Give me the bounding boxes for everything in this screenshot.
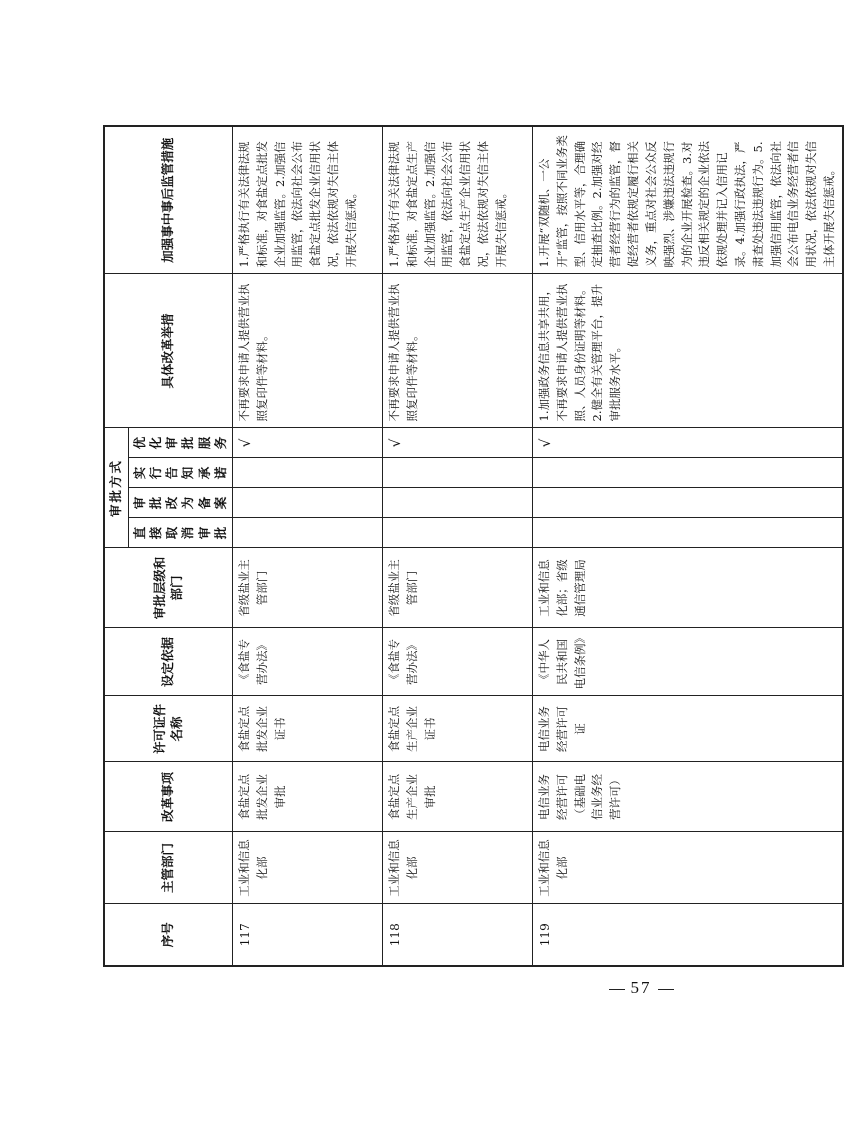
row-approval-optimize: √ <box>233 428 383 458</box>
header-license: 许可证件名称 <box>104 696 233 762</box>
row-measures: 1.严格执行有关法律法规和标准，对食盐定点批发企业加强监管。2.加强信用监管，依法向社会公布食盐定点批发企业信用状况，依法依规对失信主体开展失信惩戒。 <box>233 126 383 274</box>
table-row <box>533 126 843 966</box>
header-dept: 主管部门 <box>104 832 233 904</box>
row-approval-cancel <box>383 518 533 548</box>
header-approval-notify: 实行告知承诺 <box>128 458 233 488</box>
header-approval-group: 审批方式 <box>104 428 128 548</box>
row-reform: 不再要求申请人提供营业执照复印件等材料。 <box>233 274 383 428</box>
row-approval-filing <box>383 488 533 518</box>
header-level: 审批层级和部门 <box>104 548 233 628</box>
row-approval-optimize: √ <box>383 428 533 458</box>
row-approval-notify <box>533 458 843 488</box>
row-level: 工业和信息化部；省级通信管理局 <box>533 548 843 628</box>
table-row <box>383 126 533 966</box>
row-measures: 1.开展“双随机、一公开”监管，按照不同业务类型、信用水平等，合理确定抽查比例。2.加强对经营者经营行为的监管，督促经营者依规定履行相关义务，重点对社会公众反映强烈、涉嫌违法违规行为的企业开展检查。3.对违反相关规定的企业依法依规处理并记入信用记录。4.加强行政执法，严肃查处违法违规行为。5.加强信用监管，依法向社会公布电信业务经营者信用状况，依法依规对失信主体开展失信惩戒。 <box>533 126 843 274</box>
row-seq: 119 <box>533 904 843 966</box>
row-approval-filing <box>233 488 383 518</box>
page-number-footer <box>596 978 686 1004</box>
row-basis: 《中华人民共和国电信条例》 <box>533 628 843 696</box>
row-approval-optimize: √ <box>533 428 843 458</box>
row-approval-notify <box>383 458 533 488</box>
row-reform: 1.加强政务信息共享共用，不再要求申请人提供营业执照、人员身份证明等材料。2.健全有关管理平台，提升审批服务水平。 <box>533 274 843 428</box>
page-number: 57 <box>630 978 652 997</box>
row-seq: 118 <box>383 904 533 966</box>
row-reform: 不再要求申请人提供营业执照复印件等材料。 <box>383 274 533 428</box>
row-basis: 《食盐专营办法》 <box>383 628 533 696</box>
table-row <box>233 126 383 966</box>
row-dept: 工业和信息化部 <box>533 832 843 904</box>
row-license: 电信业务经营许可证 <box>533 696 843 762</box>
row-item: 食盐定点批发企业审批 <box>233 762 383 832</box>
row-item: 食盐定点生产企业审批 <box>383 762 533 832</box>
row-dept: 工业和信息化部 <box>233 832 383 904</box>
row-dept: 工业和信息化部 <box>383 832 533 904</box>
header-measures: 加强事中事后监管措施 <box>104 126 233 274</box>
row-measures: 1.严格执行有关法律法规和标准，对食盐定点生产企业加强监管。2.加强信用监管，依法向社会公布食盐定点生产企业信用状况，依法依规对失信主体开展失信惩戒。 <box>383 126 533 274</box>
header-reform: 具体改革举措 <box>104 274 233 428</box>
row-basis: 《食盐专营办法》 <box>233 628 383 696</box>
reform-table <box>103 125 844 967</box>
row-seq: 117 <box>233 904 383 966</box>
row-approval-filing <box>533 488 843 518</box>
row-license: 食盐定点批发企业证书 <box>233 696 383 762</box>
rotated-page <box>103 127 836 967</box>
row-approval-cancel <box>233 518 383 548</box>
row-level: 省级盐业主管部门 <box>383 548 533 628</box>
header-basis: 设定依据 <box>104 628 233 696</box>
header-approval-cancel: 直接取消审批 <box>128 518 233 548</box>
row-item: 电信业务经营许可（基础电信业务经营许可） <box>533 762 843 832</box>
header-approval-filing: 审批改为备案 <box>128 488 233 518</box>
row-level: 省级盐业主管部门 <box>233 548 383 628</box>
row-approval-cancel <box>533 518 843 548</box>
row-approval-notify <box>233 458 383 488</box>
footer-dash-right <box>658 989 674 990</box>
row-license: 食盐定点生产企业证书 <box>383 696 533 762</box>
header-approval-optimize: 优化审批服务 <box>128 428 233 458</box>
footer-dash-left <box>609 989 625 990</box>
header-seq: 序号 <box>104 904 233 966</box>
header-item: 改革事项 <box>104 762 233 832</box>
